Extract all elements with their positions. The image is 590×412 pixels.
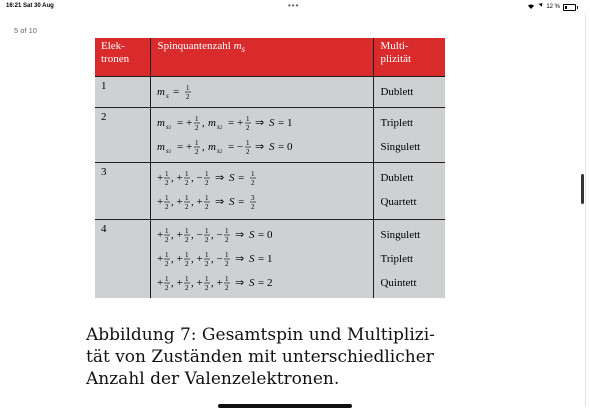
multiplicity-cell [374, 77, 445, 108]
svg-text:m: m [208, 141, 217, 153]
svg-text:, +: , + [171, 229, 184, 241]
svg-text:= 2: = 2 [258, 277, 273, 289]
svg-text:= +: = + [228, 117, 244, 129]
svg-text:, −: , − [211, 253, 224, 265]
table-row [95, 108, 445, 163]
svg-text:s1: s1 [166, 123, 172, 131]
svg-text:1: 1 [185, 251, 189, 259]
svg-text:= −: = − [228, 141, 244, 153]
location-icon [538, 3, 543, 11]
svg-text:2: 2 [225, 284, 229, 292]
multiplicity-cell [374, 108, 445, 163]
svg-text:= +: = + [177, 117, 193, 129]
spin-expression [157, 111, 367, 135]
svg-text:s: s [166, 92, 170, 100]
svg-text:⇒: ⇒ [215, 172, 225, 184]
svg-text:,: , [202, 141, 206, 153]
svg-text:+: + [157, 229, 164, 241]
svg-text:2: 2 [185, 236, 189, 244]
svg-text:1: 1 [225, 227, 229, 235]
svg-text:s1: s1 [166, 147, 172, 155]
spin-cell [151, 77, 374, 108]
svg-text:= 0: = 0 [258, 229, 273, 241]
svg-text:m: m [157, 117, 166, 129]
svg-text:2: 2 [165, 179, 169, 187]
svg-text:2: 2 [205, 260, 209, 268]
svg-text:, +: , + [171, 253, 184, 265]
header-multiplicity: Multi- plizität [374, 38, 445, 77]
svg-text:S: S [249, 277, 255, 289]
multiplicity-cell [374, 220, 445, 299]
svg-text:1: 1 [251, 170, 255, 178]
svg-text:+: + [157, 196, 164, 208]
multiplicity-label: Quintett [380, 277, 417, 289]
multiplicity-label: Triplett [380, 253, 414, 265]
multiplicity-label: Dublett [380, 86, 414, 98]
svg-text:+: + [157, 277, 164, 289]
svg-text:2: 2 [165, 260, 169, 268]
scroll-indicator[interactable] [581, 174, 584, 204]
svg-text:2: 2 [195, 124, 199, 132]
svg-text:1: 1 [205, 194, 209, 202]
svg-text:= 1: = 1 [258, 253, 273, 265]
status-bar [0, 0, 590, 14]
figure-caption [86, 324, 486, 390]
battery-percent: 12 % [546, 4, 560, 10]
svg-text:2: 2 [225, 236, 229, 244]
svg-text:=: = [238, 196, 245, 208]
svg-text:2: 2 [205, 179, 209, 187]
svg-text:3: 3 [251, 194, 255, 202]
home-indicator[interactable] [218, 404, 352, 408]
svg-text:1: 1 [195, 115, 199, 123]
svg-text:+: + [157, 172, 164, 184]
spin-cell [151, 163, 374, 220]
svg-text:2: 2 [205, 236, 209, 244]
svg-text:=: = [238, 172, 245, 184]
svg-text:1: 1 [165, 194, 169, 202]
svg-text:= +: = + [177, 141, 193, 153]
table-row [95, 163, 445, 220]
svg-text:⇒: ⇒ [235, 277, 245, 289]
multiplicity-label: Singulett [380, 141, 421, 153]
electron-count: 1 [95, 77, 151, 108]
more-dots-icon[interactable]: ••• [288, 1, 300, 10]
svg-text:S: S [229, 196, 235, 208]
wifi-icon [527, 3, 535, 11]
svg-text:1: 1 [165, 275, 169, 283]
page-edge [585, 14, 586, 406]
spin-cell [151, 108, 374, 163]
svg-text:1: 1 [165, 170, 169, 178]
svg-text:s2: s2 [217, 147, 223, 155]
svg-text:m: m [157, 141, 166, 153]
multiplicity-label: Dublett [380, 172, 414, 184]
svg-text:1: 1 [225, 275, 229, 283]
svg-text:1: 1 [205, 275, 209, 283]
electron-count: 4 [95, 220, 151, 299]
spin-expression [157, 190, 367, 214]
svg-text:⇒: ⇒ [255, 117, 265, 129]
spin-cell [151, 220, 374, 299]
page-indicator: 5 of 10 [14, 26, 37, 35]
svg-text:2: 2 [185, 179, 189, 187]
svg-text:= 0: = 0 [278, 141, 293, 153]
svg-text:1: 1 [186, 84, 190, 92]
svg-text:=: = [173, 86, 180, 98]
svg-text:2: 2 [185, 284, 189, 292]
spin-multiplicity-table [95, 38, 445, 298]
svg-text:S: S [229, 172, 235, 184]
table-row [95, 220, 445, 299]
svg-text:S: S [249, 229, 255, 241]
spin-expression [157, 166, 367, 190]
svg-text:, +: , + [191, 196, 204, 208]
svg-text:⇒: ⇒ [215, 196, 225, 208]
spin-expression [157, 247, 367, 271]
svg-text:2: 2 [205, 284, 209, 292]
svg-text:1: 1 [246, 115, 250, 123]
svg-text:, +: , + [211, 277, 224, 289]
battery-icon [563, 4, 576, 11]
multiplicity-cell [374, 163, 445, 220]
svg-text:1: 1 [185, 275, 189, 283]
svg-text:2: 2 [165, 284, 169, 292]
svg-text:= 1: = 1 [278, 117, 293, 129]
svg-text:, −: , − [211, 229, 224, 241]
svg-text:⇒: ⇒ [235, 229, 245, 241]
svg-text:2: 2 [165, 203, 169, 211]
caption-line: tät von Zuständen mit unterschiedlicher [86, 347, 434, 367]
svg-text:2: 2 [246, 124, 250, 132]
spin-expression [157, 135, 367, 159]
status-time-date: 16:21 Sat 30 Aug [6, 3, 54, 9]
multiplicity-label: Singulett [380, 229, 421, 241]
svg-text:1: 1 [165, 227, 169, 235]
svg-text:+: + [157, 253, 164, 265]
spin-expression [157, 80, 367, 104]
svg-text:S: S [269, 141, 275, 153]
svg-text:S: S [269, 117, 275, 129]
header-electrons: Elek- tronen [95, 38, 151, 77]
status-right [527, 3, 578, 11]
svg-text:⇒: ⇒ [255, 141, 265, 153]
svg-text:2: 2 [251, 203, 255, 211]
svg-text:, −: , − [191, 229, 204, 241]
svg-text:1: 1 [185, 170, 189, 178]
svg-text:, +: , + [171, 196, 184, 208]
svg-text:2: 2 [165, 236, 169, 244]
header-spin-quantum-number: Spinquantenzahl $m_s$ [151, 38, 374, 77]
svg-text:2: 2 [225, 260, 229, 268]
svg-text:1: 1 [205, 227, 209, 235]
svg-text:2: 2 [251, 179, 255, 187]
svg-text:1: 1 [185, 194, 189, 202]
electron-count: 3 [95, 163, 151, 220]
svg-text:m: m [157, 86, 166, 98]
svg-text:1: 1 [185, 227, 189, 235]
electron-count: 2 [95, 108, 151, 163]
svg-text:2: 2 [186, 93, 190, 101]
table-header-row [95, 38, 445, 77]
svg-text:⇒: ⇒ [235, 253, 245, 265]
svg-text:s2: s2 [217, 123, 223, 131]
caption-line: Anzahl der Valenzelektronen. [86, 369, 340, 389]
svg-text:, −: , − [191, 172, 204, 184]
svg-text:, +: , + [191, 277, 204, 289]
svg-text:2: 2 [185, 203, 189, 211]
svg-text:2: 2 [205, 203, 209, 211]
svg-text:1: 1 [165, 251, 169, 259]
svg-text:1: 1 [205, 170, 209, 178]
svg-text:, +: , + [171, 277, 184, 289]
spin-expression [157, 271, 367, 295]
multiplicity-label: Quartett [380, 196, 417, 208]
svg-text:S: S [249, 253, 255, 265]
svg-text:2: 2 [185, 260, 189, 268]
svg-text:1: 1 [246, 139, 250, 147]
multiplicity-label: Triplett [380, 117, 414, 129]
table-row [95, 77, 445, 108]
caption-line: Abbildung 7: Gesamtspin und Multiplizi- [86, 325, 435, 345]
svg-text:1: 1 [195, 139, 199, 147]
svg-text:1: 1 [205, 251, 209, 259]
svg-text:m: m [208, 117, 217, 129]
svg-text:, +: , + [191, 253, 204, 265]
svg-text:,: , [202, 117, 206, 129]
svg-text:2: 2 [246, 148, 250, 156]
svg-text:2: 2 [195, 148, 199, 156]
spin-expression [157, 223, 367, 247]
svg-text:, +: , + [171, 172, 184, 184]
svg-text:1: 1 [225, 251, 229, 259]
